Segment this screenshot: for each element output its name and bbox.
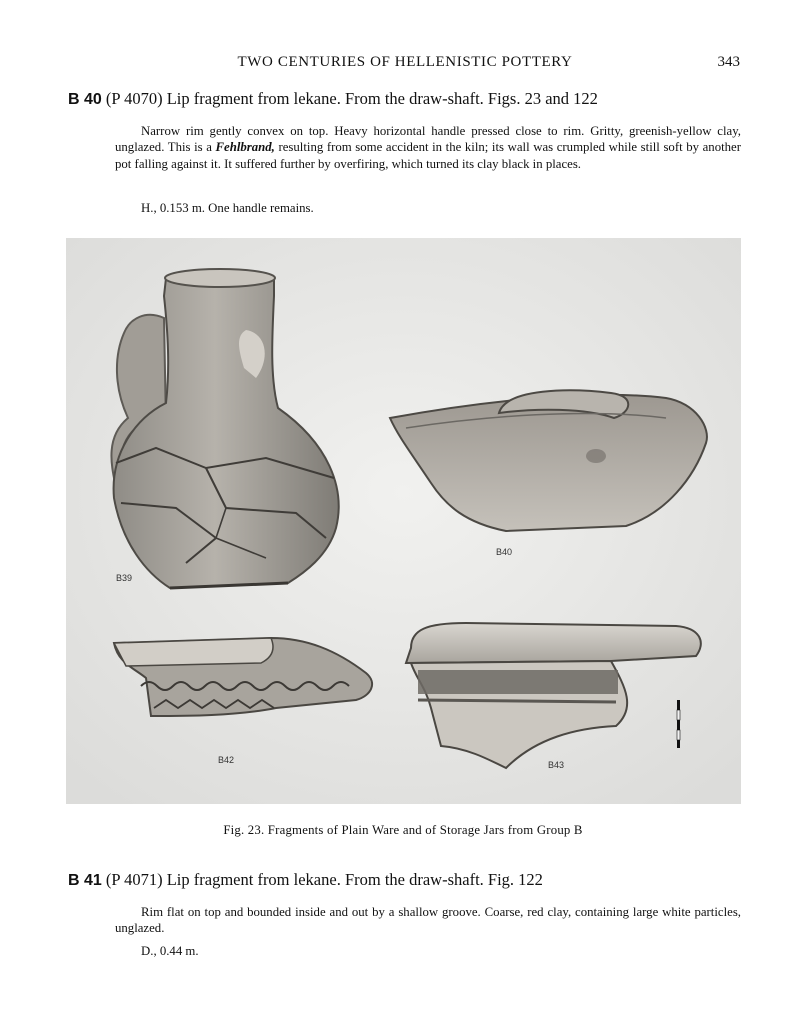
label-b40: B40 [496,547,513,557]
figure-caption: Fig. 23. Fragments of Plain Ware and of Storage Jars from Group B [223,823,583,837]
entry-b40-desc-part2: resulting from some accident in the kiln; its wall was crumpled while still soft by another pot falling against it. It suffered further by overfiring, which turned its clay black in places. [115,140,741,171]
fragment-b43-band [418,670,618,694]
entry-b40-heading [68,89,598,109]
entry-b40-id: B 40 [68,91,102,108]
fragment-b42-rim [114,638,273,666]
entry-b40-desc-part1: Narrow rim gently convex on top. Heavy horizontal handle pressed close to rim. Gritty, greenish-yellow clay, unglazed. This is a [115,124,741,155]
entry-b41-heading [68,870,543,890]
entry-b40-title: (P 4070) Lip fragment from lekane. From the draw-shaft. Figs. 23 and 122 [105,89,598,108]
figure-23-plate [66,238,741,804]
page-number: 343 [717,54,740,70]
entry-b40-description [115,123,741,172]
entry-b40-desc-emphasis: Fehlbrand, [215,140,275,155]
jug-rim [165,269,275,287]
entry-b41-title: (P 4071) Lip fragment from lekane. From the draw-shaft. Fig. 122 [105,870,543,889]
running-title: TWO CENTURIES OF HELLENISTIC POTTERY [237,54,573,70]
label-b43: B43 [548,760,565,770]
figure-23-photo [66,238,741,804]
label-b39: B39 [116,573,133,583]
fragment-b43-rim [406,623,701,663]
scale-bar [677,700,680,748]
entry-b41-description: Rim flat on top and bounded inside and out by a shallow groove. Coarse, red clay, containing large white particles, unglazed. [115,905,741,936]
label-b42: B42 [218,755,235,765]
entry-b40-dimensions: H., 0.153 m. One handle remains. [141,201,314,215]
entry-b41-id: B 41 [68,872,102,889]
entry-b41-dimensions: D., 0.44 m. [141,944,199,958]
running-head [70,54,740,74]
